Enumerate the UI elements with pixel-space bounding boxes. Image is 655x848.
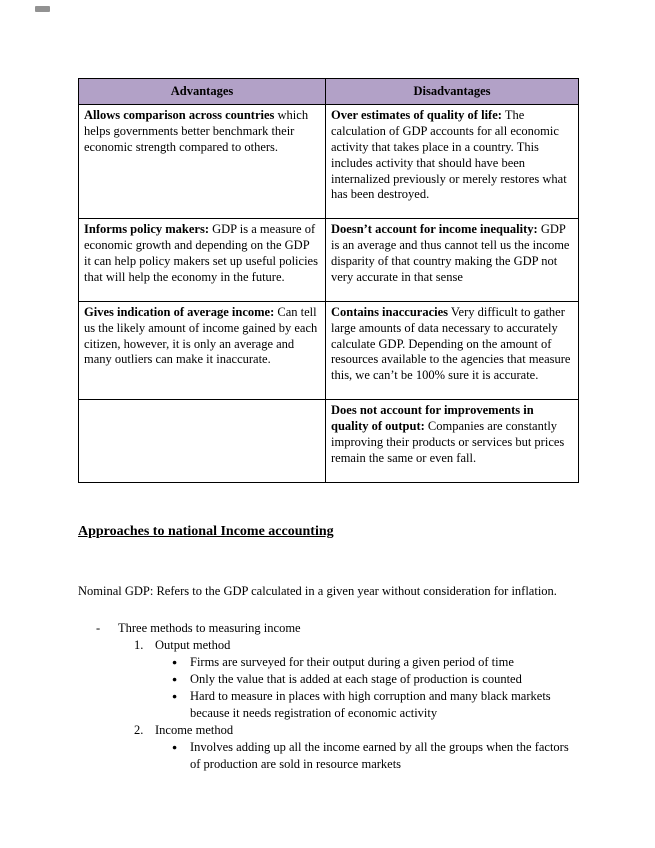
list-item-text: Involves adding up all the income earned by all the groups when the factors of production are sold in resource markets	[190, 739, 569, 771]
list-item-text: Hard to measure in places with high corruption and many black markets because it needs registration of economic activity	[190, 688, 551, 720]
number-marker: 2.	[134, 722, 144, 737]
bullet-icon: ●	[172, 656, 178, 667]
cell-body: which helps governments better benchmark their economic strength compared to others.	[84, 108, 309, 154]
list-item-text: Income method	[155, 722, 234, 737]
table-head	[79, 79, 579, 105]
cell-term: Doesn’t account for income inequality:	[331, 222, 538, 237]
gdp-advantages-disadvantages-table	[78, 78, 579, 483]
cell-body: GDP is a measure of economic growth and depending on the GDP it can help policy makers set up useful policies that will help the economy in the future.	[84, 222, 318, 284]
table-row	[79, 301, 579, 399]
cell-body: GDP is an average and thus cannot tell us the income disparity of that country making the GDP not very accurate in that sense	[331, 222, 570, 284]
cell-term: Contains inaccuracies	[331, 304, 449, 319]
list-item-text: Output method	[155, 637, 231, 652]
table-cell-disadvantage	[326, 219, 579, 302]
number-marker: 1.	[134, 637, 144, 652]
document-page	[78, 78, 578, 773]
table-cell-empty	[79, 400, 326, 483]
table-row	[79, 400, 579, 483]
bullet-icon: ●	[172, 673, 178, 684]
cell-term: Over estimates of quality of life:	[331, 108, 502, 122]
table-header-advantages: Advantages	[79, 79, 326, 105]
table-cell-disadvantage	[326, 301, 579, 399]
table-header-row	[79, 79, 579, 105]
page-top-artifact	[35, 6, 50, 12]
list-item-text: Three methods to measuring income	[118, 620, 301, 635]
methods-list	[78, 620, 578, 773]
section-heading: Approaches to national Income accounting	[78, 523, 334, 539]
cell-body: Very difficult to gather large amounts of data necessary to accurately calculate GDP. Depending on the amount of resources available to the agencies that measure this, we can’t be 100% sure it is accurate.	[331, 304, 571, 383]
list-item-bullet	[78, 654, 578, 671]
cell-term: Gives indication of average income:	[84, 304, 275, 319]
dash-marker: -	[96, 620, 101, 635]
cell-term: Allows comparison across countries	[84, 108, 275, 122]
nominal-gdp-paragraph: Nominal GDP: Refers to the GDP calculated in a given year without consideration for inflation.	[78, 583, 557, 598]
list-item-bullet	[78, 688, 578, 722]
table-body	[79, 105, 579, 483]
list-item-numbered	[78, 637, 578, 654]
cell-body: The calculation of GDP accounts for all economic activity that takes place in a country. This includes activity that should have been internalized previously or merely restores what has been destroyed.	[331, 108, 567, 202]
cell-term: Does not account for improvements in quality of output:	[331, 403, 534, 433]
cell-body: Companies are constantly improving their products or services but prices remain the same or even fall.	[331, 419, 565, 465]
bullet-icon: ●	[172, 690, 178, 701]
list-item-text: Firms are surveyed for their output during a given period of time	[190, 654, 514, 669]
list-item-bullet	[78, 739, 578, 773]
list-item-bullet	[78, 671, 578, 688]
table-cell-advantage	[79, 301, 326, 399]
list-item-dash	[78, 620, 578, 637]
table-cell-advantage	[79, 219, 326, 302]
list-item-numbered	[78, 722, 578, 739]
table-cell-disadvantage	[326, 105, 579, 219]
table-row	[79, 219, 579, 302]
table-header-disadvantages: Disadvantages	[326, 79, 579, 105]
bullet-icon: ●	[172, 741, 178, 752]
cell-term: Informs policy makers:	[84, 222, 209, 237]
list-item-text: Only the value that is added at each stage of production is counted	[190, 671, 522, 686]
table-row	[79, 105, 579, 219]
cell-body: Can tell us the likely amount of income gained by each citizen, however, it is only an average and many outliers can make it inaccurate.	[84, 304, 318, 367]
table-cell-disadvantage	[326, 400, 579, 483]
table-cell-advantage	[79, 105, 326, 219]
